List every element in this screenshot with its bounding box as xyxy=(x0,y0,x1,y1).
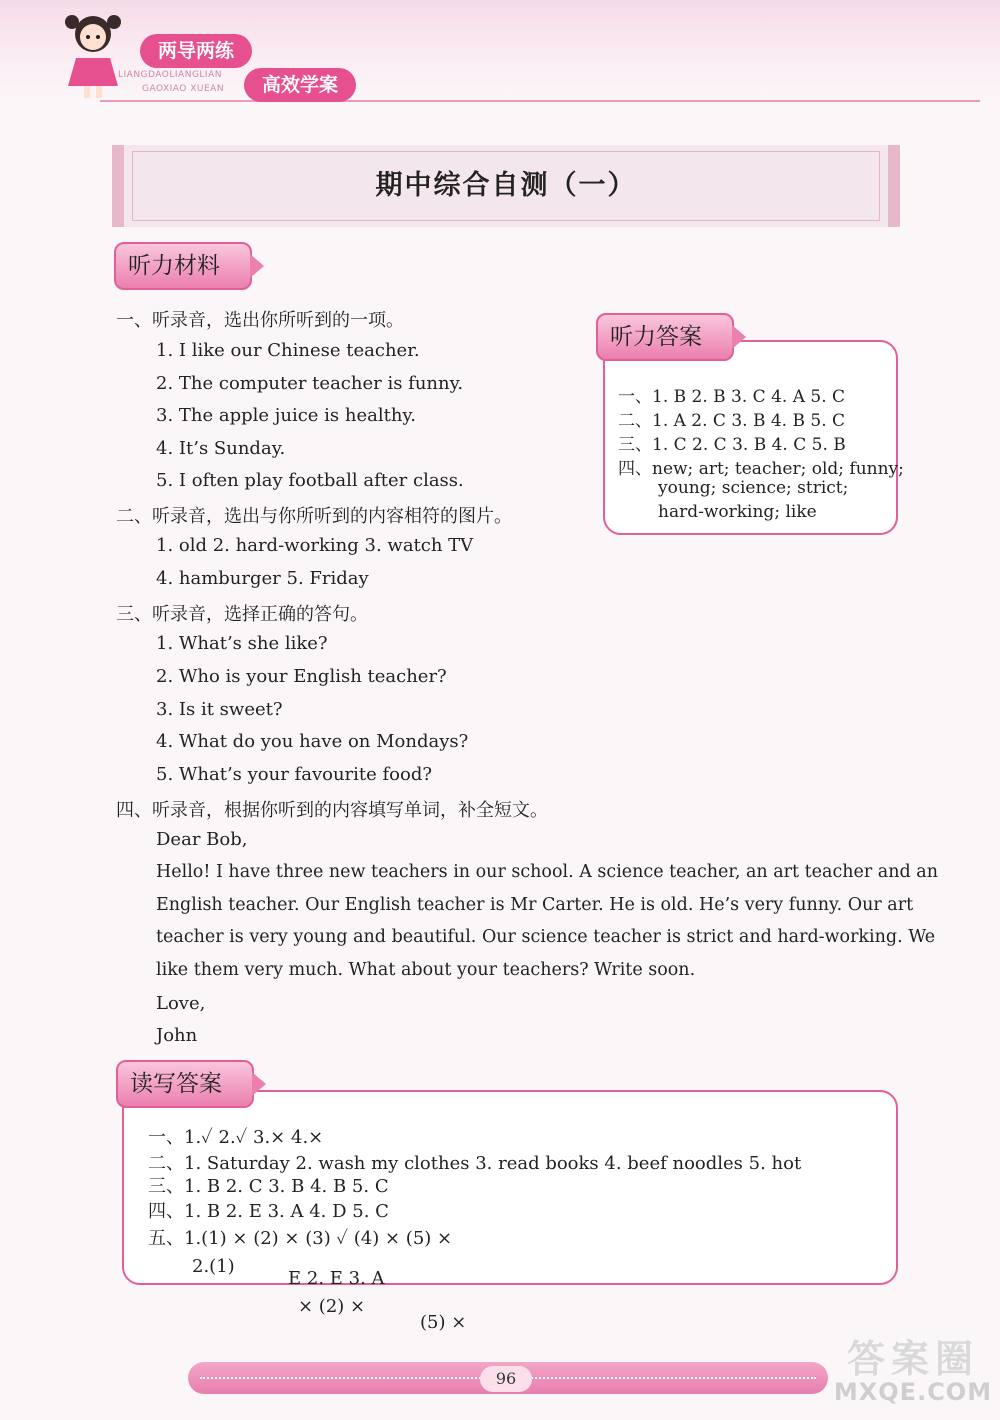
list-item: 3. Is it sweet? xyxy=(156,699,283,720)
letter-line: Hello! I have three new teachers in our school. A science teacher, an art teacher and an xyxy=(156,862,938,882)
page-title: 期中综合自测（一） xyxy=(375,170,637,201)
answer-line: hard-working; like xyxy=(658,502,817,522)
brand-pinyin-sub: GAOXIAO XUEAN xyxy=(142,84,225,94)
cartoon-girl-logo xyxy=(58,10,128,102)
answer-line: 一、1. B 2. B 3. C 4. A 5. C xyxy=(618,387,846,407)
list-item: 4. What do you have on Mondays? xyxy=(156,731,469,752)
brand-pinyin: LIANGDAOLIANGLIAN xyxy=(118,70,222,80)
section-tag-reading-answers xyxy=(116,1060,254,1108)
list-item: 4. hamburger 5. Friday xyxy=(156,568,369,589)
list-item: 5. What’s your favourite food? xyxy=(156,764,433,785)
answer-fragment: (5) × xyxy=(420,1312,467,1333)
answer-line: young; science; strict; xyxy=(658,478,849,498)
letter-line: like them very much. What about your teachers? Write soon. xyxy=(156,960,696,980)
page-number: 96 xyxy=(480,1366,532,1392)
answer-line: 一、1.✓ 2.✓ 3.× 4.× xyxy=(148,1127,324,1148)
letter-signature: John xyxy=(156,1025,198,1046)
answer-line: 二、1. Saturday 2. wash my clothes 3. read books 4. beef noodles 5. hot xyxy=(148,1153,802,1174)
list-item: 2. Who is your English teacher? xyxy=(156,666,447,687)
brand-title: 两导两练 xyxy=(140,34,252,68)
section-heading: 一、听录音，选出你所听到的一项。 xyxy=(116,310,404,331)
list-item: 5. I often play football after class. xyxy=(156,470,464,491)
list-item: 4. It’s Sunday. xyxy=(156,438,286,459)
list-item: 2. The computer teacher is funny. xyxy=(156,373,464,394)
brand-subtitle: 高效学案 xyxy=(244,68,356,102)
watermark-logo: 答案圈 MXQE.COM xyxy=(833,1337,993,1406)
list-item: 1. I like our Chinese teacher. xyxy=(156,340,420,361)
letter-greeting: Dear Bob, xyxy=(156,829,248,850)
section-tag-label: 读写答案 xyxy=(130,1071,222,1097)
letter-line: English teacher. Our English teacher is Mr Carter. He is old. He’s very funny. Our art xyxy=(156,895,914,915)
header-rule xyxy=(100,100,980,102)
section-tag-label: 听力答案 xyxy=(610,324,702,350)
list-item: 1. What’s she like? xyxy=(156,633,328,654)
answer-line: 二、1. A 2. C 3. B 4. B 5. C xyxy=(618,411,846,431)
answer-line: 五、1.(1) × (2) × (3) ✓ (4) × (5) × xyxy=(148,1228,453,1249)
list-item: 3. The apple juice is healthy. xyxy=(156,405,416,426)
section-heading: 三、听录音，选择正确的答句。 xyxy=(116,604,368,625)
answer-line: 2.(1) xyxy=(192,1256,235,1277)
section-tag-listening-answers xyxy=(596,313,734,361)
list-item: 1. old 2. hard-working 3. watch TV xyxy=(156,535,474,556)
section-tag-label: 听力材料 xyxy=(128,253,220,279)
letter-line: teacher is very young and beautiful. Our science teacher is strict and hard-working. We xyxy=(156,927,936,947)
answer-line: 四、new; art; teacher; old; funny; xyxy=(618,459,904,479)
letter-closing: Love, xyxy=(156,993,206,1014)
answer-fragment: × (2) × xyxy=(298,1296,366,1317)
answer-line: 三、1. B 2. C 3. B 4. B 5. C xyxy=(148,1176,389,1197)
answer-line: 三、1. C 2. C 3. B 4. C 5. B xyxy=(618,435,846,455)
answer-line: 四、1. B 2. E 3. A 4. D 5. C xyxy=(148,1201,389,1222)
answer-fragment: E 2. E 3. A xyxy=(288,1268,385,1289)
title-banner xyxy=(112,145,900,227)
section-heading: 二、听录音，选出与你所听到的内容相符的图片。 xyxy=(116,506,512,527)
section-tag-listening xyxy=(114,242,252,290)
section-heading: 四、听录音，根据你听到的内容填写单词，补全短文。 xyxy=(116,800,548,821)
